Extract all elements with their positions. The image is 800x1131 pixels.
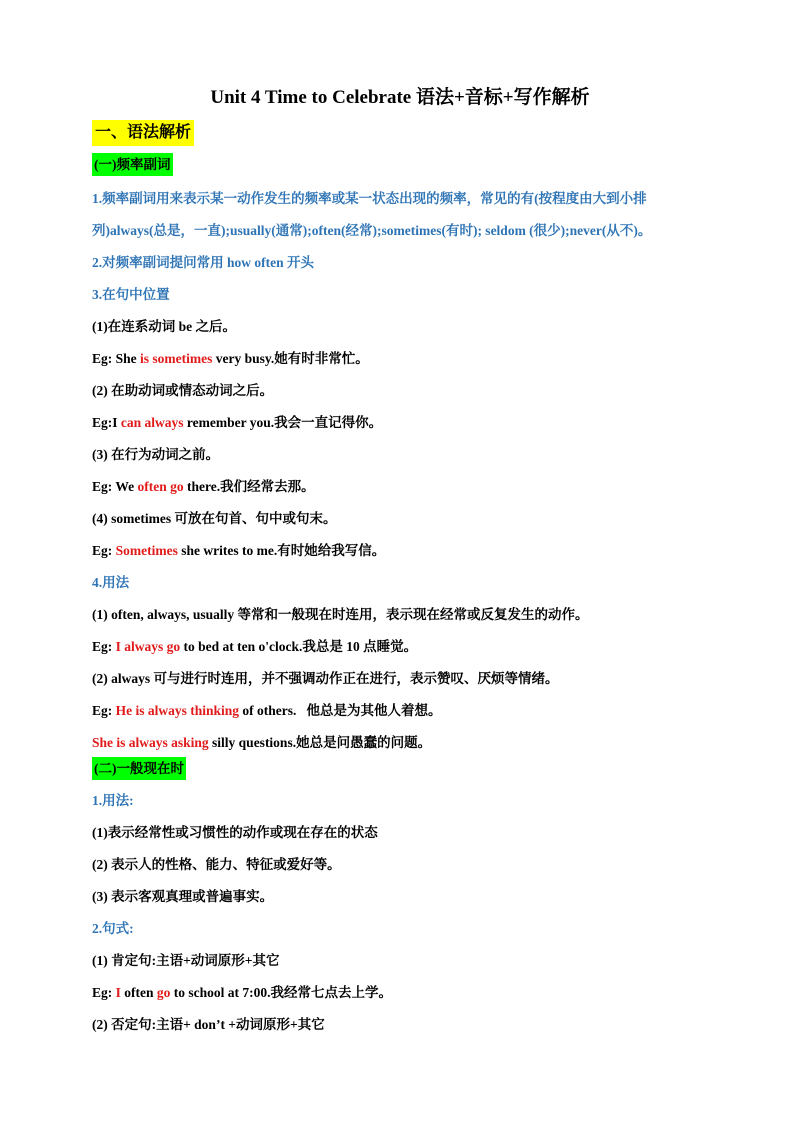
example-highlight: He is always thinking [115,703,240,718]
sentence-form-heading: 2.句式: [92,921,134,936]
position-4: (4) sometimes 可放在句首、句中或句末。 [92,511,337,526]
example-highlight: I always go [115,639,181,654]
example-text: silly questions.她总是问愚蠢的问题。 [208,735,432,750]
example-highlight: is sometimes [140,351,213,366]
example-1 [92,350,732,367]
example-7 [92,734,732,751]
subheading-row [92,153,732,182]
form-affirmative: (1) 肯定句:主语+动词原形+其它 [92,953,280,968]
example-text: often [120,985,157,1000]
content-lines [92,120,732,1033]
simple-present-use-3: (3) 表示客观真理或普遍事实。 [92,889,274,904]
example-text: to school at 7:00.我经常七点去上学。 [170,985,393,1000]
example-highlight: can always [120,415,184,430]
para-4: 4.用法 [92,575,130,590]
usage-1: (1) often, always, usually 等常和一般现在时连用，表示现在经常或反复发生的动作。 [92,607,589,622]
example-2 [92,414,732,431]
example-text: very busy.她有时非常忙。 [212,351,369,366]
example-highlight: She is always asking [92,735,209,750]
example-text: Eg:I [92,415,121,430]
usage-heading: 1.用法: [92,793,134,808]
example-highlight: go [156,985,171,1000]
example-6 [92,702,732,719]
example-highlight: Sometimes [115,543,178,558]
example-highlight: I [115,985,121,1000]
position-1: (1)在连系动词 be 之后。 [92,319,236,334]
para-1-line-1: 1.频率副词用来表示某一动作发生的频率或某一状态出现的频率，常见的有(按程度由大到小排 [92,191,647,206]
example-text: Eg: [92,543,116,558]
example-text: Eg: We [92,479,138,494]
section-heading-grammar: 一、语法解析 [92,120,194,146]
example-text: to bed at ten o'clock.我总是 10 点睡觉。 [180,639,418,654]
position-3: (3) 在行为动词之前。 [92,447,220,462]
usage-2: (2) always 可与进行时连用，并不强调动作正在进行，表示赞叹、厌烦等情绪。 [92,671,559,686]
form-negative: (2) 否定句:主语+ don’t +动词原形+其它 [92,1017,325,1032]
example-4 [92,542,732,559]
example-text: remember you.我会一直记得你。 [183,415,383,430]
example-8 [92,984,732,1001]
subheading-row [92,757,732,786]
subheading-simple-present: (二)一般现在时 [92,757,186,780]
example-text: she writes to me.有时她给我写信。 [177,543,386,558]
example-text: Eg: She [92,351,141,366]
example-highlight: often go [137,479,184,494]
example-text: Eg: [92,639,116,654]
example-3 [92,478,732,495]
simple-present-use-2: (2) 表示人的性格、能力、特征或爱好等。 [92,857,341,872]
section-heading-row [92,120,732,151]
document-title: Unit 4 Time to Celebrate 语法+音标+写作解析 [210,87,590,108]
para-2: 2.对频率副词提问常用 how often 开头 [92,255,314,270]
example-text: Eg: [92,703,116,718]
example-text: there.我们经常去那。 [183,479,315,494]
example-text: of others. 他总是为其他人着想。 [239,703,442,718]
example-5 [92,638,732,655]
position-2: (2) 在助动词或情态动词之后。 [92,383,274,398]
subheading-frequency-adverbs: (一)频率副词 [92,153,173,176]
simple-present-use-1: (1)表示经常性或习惯性的动作或现在存在的状态 [92,825,378,840]
para-1-line-2: 列)always(总是，一直);usually(通常);often(经常);sometimes(有时); seldom (很少);never(从不)。 [92,223,652,238]
example-text: Eg: [92,985,116,1000]
para-3: 3.在句中位置 [92,287,170,302]
